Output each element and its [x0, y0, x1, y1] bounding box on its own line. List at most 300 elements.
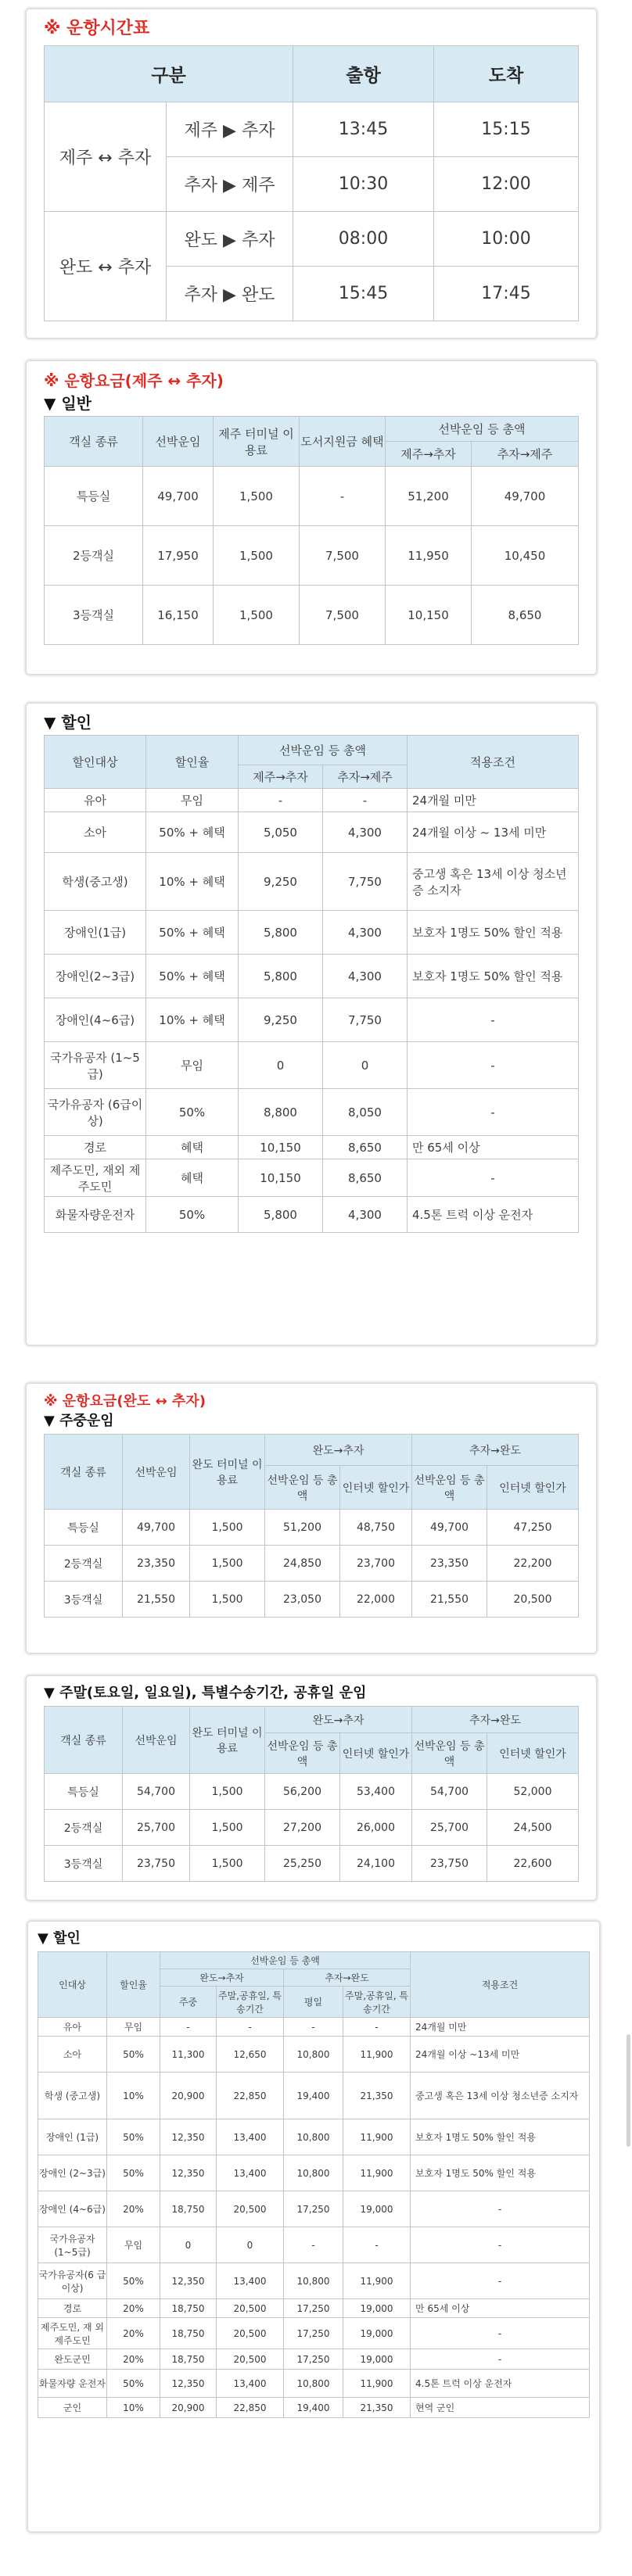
cell: 8,650 [323, 1136, 408, 1159]
header-from: 추자→제주 [472, 442, 579, 467]
header-condition: 적용조건 [408, 736, 579, 789]
wando-weekend-subtitle: ▼ 주말(토요일, 일요일), 특별수송기간, 공휴일 운임 [44, 1685, 367, 1701]
cell: 무임 [107, 2227, 160, 2263]
cell: 24개월 이상 ~13세 미만 [411, 2037, 590, 2073]
cell: 특등실 [45, 1510, 123, 1546]
cell: 7,500 [300, 526, 386, 586]
direction-label: 추자 ▶ 제주 [167, 157, 293, 212]
header-target: 할인대상 [45, 736, 146, 789]
cell: 2등객실 [45, 1546, 123, 1582]
cell: 0 [160, 2227, 217, 2263]
cell: 10% + 혜택 [146, 998, 239, 1042]
cell: 26,000 [340, 1810, 412, 1846]
header-internet: 인터넷 할인가 [340, 1733, 412, 1774]
cell: 경로 [38, 2299, 107, 2318]
cell: 23,750 [123, 1846, 190, 1882]
cell: 19,400 [284, 2398, 343, 2418]
cell: 10,800 [284, 2155, 343, 2191]
header-internet: 인터넷 할인가 [487, 1466, 579, 1510]
table-row [38, 2073, 590, 2119]
cell: 12,350 [160, 2155, 217, 2191]
header-condition: 적용조건 [411, 1952, 590, 2018]
cell: 완도군민 [38, 2349, 107, 2370]
jeju-general-subtitle: ▼ 일반 [44, 394, 92, 413]
cell: 제주도민, 재 외제주도민 [38, 2318, 107, 2349]
cell: 보호자 1명도 50% 할인 적용 [411, 2119, 590, 2155]
wando-discount-card [28, 1922, 599, 2531]
route-label: 완도 ↔ 추자 [45, 212, 167, 321]
cell: 24,100 [340, 1846, 412, 1882]
cell: 22,850 [217, 2398, 284, 2418]
cell: 21,350 [343, 2073, 411, 2119]
cell: 10,800 [284, 2263, 343, 2299]
cell: 50% + 혜택 [146, 911, 239, 955]
cell: 현역 군인 [411, 2398, 590, 2418]
table-row [38, 2227, 590, 2263]
cell: 만 65세 이상 [408, 1136, 579, 1159]
header-to: 제주→추자 [239, 765, 323, 789]
cell: 20% [107, 2299, 160, 2318]
cell: 49,700 [472, 467, 579, 526]
cell: 50% [107, 2037, 160, 2073]
header-terminal: 완도 터미널 이용료 [190, 1707, 265, 1774]
cell: 국가유공자(6 급이상) [38, 2263, 107, 2299]
cell: - [408, 1089, 579, 1136]
arrival-time: 12:00 [434, 157, 579, 212]
cell: 1,500 [214, 526, 300, 586]
cell: 10,800 [284, 2119, 343, 2155]
cell: 화물자량운전자 [45, 1197, 146, 1233]
cell: 20% [107, 2349, 160, 2370]
jeju-discount-card [27, 704, 596, 1345]
departure-time: 08:00 [293, 212, 434, 267]
cell: 5,800 [239, 911, 323, 955]
cell: 학생 (중고생) [38, 2073, 107, 2119]
cell: 25,250 [265, 1846, 340, 1882]
cell: 4,300 [323, 911, 408, 955]
cell: 51,200 [386, 467, 472, 526]
jeju-general-table [44, 416, 579, 645]
cell: - [411, 2191, 590, 2227]
cell: - [217, 2018, 284, 2037]
cell: 27,200 [265, 1810, 340, 1846]
cell: 19,400 [284, 2073, 343, 2119]
cell: 10% [107, 2398, 160, 2418]
schedule-table [44, 45, 579, 321]
table-row [45, 1510, 579, 1546]
table-row [45, 853, 579, 911]
cell: 혜택 [146, 1159, 239, 1197]
cell: 50% [146, 1089, 239, 1136]
cell: 11,300 [160, 2037, 217, 2073]
wando-discount-table [38, 1951, 590, 2418]
table-row [38, 2037, 590, 2073]
cell: - [284, 2227, 343, 2263]
cell: 군인 [38, 2398, 107, 2418]
cell: 49,700 [412, 1510, 487, 1546]
header-class: 객실 종류 [45, 417, 143, 467]
cell: 20,500 [487, 1582, 579, 1618]
cell: 20% [107, 2191, 160, 2227]
wando-weekday-table [44, 1434, 579, 1618]
cell: 19,000 [343, 2349, 411, 2370]
table-row [45, 1042, 579, 1089]
cell: 제주도민, 재외 제주도민 [45, 1159, 146, 1197]
cell: - [408, 1159, 579, 1197]
cell: 10% [107, 2073, 160, 2119]
cell: 17,250 [284, 2191, 343, 2227]
cell: 20% [107, 2318, 160, 2349]
cell: 중고생 혹은 13세 이상 청소년증 소지자 [411, 2073, 590, 2119]
arrival-time: 15:15 [434, 102, 579, 157]
cell: 10,800 [284, 2370, 343, 2398]
cell: 8,650 [323, 1159, 408, 1197]
cell: 12,350 [160, 2119, 217, 2155]
header-weekend: 주말,공휴일, 특송기간 [217, 1987, 284, 2018]
table-row [45, 955, 579, 998]
cell: 20,500 [217, 2191, 284, 2227]
header-total: 선박운임 등 총액 [160, 1952, 411, 1969]
cell: 10,150 [239, 1159, 323, 1197]
header-to: 완도→추자 [160, 1969, 284, 1987]
cell: 20,500 [217, 2349, 284, 2370]
wando-weekday-subtitle: ▼ 주중운임 [44, 1413, 114, 1429]
cell: 5,800 [239, 955, 323, 998]
cell: 유아 [38, 2018, 107, 2037]
cell: 50% [107, 2263, 160, 2299]
cell: 50% [107, 2119, 160, 2155]
cell: 21,550 [412, 1582, 487, 1618]
cell: 경로 [45, 1136, 146, 1159]
cell: 20,900 [160, 2073, 217, 2119]
cell: 49,700 [143, 467, 214, 526]
cell: 장애인 (4~6급) [38, 2191, 107, 2227]
cell: 8,050 [323, 1089, 408, 1136]
cell: 11,900 [343, 2155, 411, 2191]
schedule-card [27, 9, 596, 338]
cell: 24,500 [487, 1810, 579, 1846]
cell: 10,800 [284, 2037, 343, 2073]
cell: 중고생 혹은 13세 이상 청소년증 소지자 [408, 853, 579, 911]
cell: - [411, 2227, 590, 2263]
cell: 3등객실 [45, 586, 143, 645]
cell: 17,950 [143, 526, 214, 586]
cell: 13,400 [217, 2263, 284, 2299]
cell: 1,500 [190, 1810, 265, 1846]
direction-label: 완도 ▶ 추자 [167, 212, 293, 267]
table-row [45, 1546, 579, 1582]
header-total: 선박운임 등 총액 [265, 1466, 340, 1510]
cell: 19,000 [343, 2191, 411, 2227]
cell: 유아 [45, 789, 146, 812]
cell: 장애인(2~3급) [45, 955, 146, 998]
table-row [38, 2155, 590, 2191]
cell: - [284, 2018, 343, 2037]
cell: 50% [107, 2155, 160, 2191]
cell: 10,450 [472, 526, 579, 586]
table-row [38, 2191, 590, 2227]
cell: 23,350 [123, 1546, 190, 1582]
cell: 13,400 [217, 2155, 284, 2191]
cell: 12,650 [217, 2037, 284, 2073]
departure-time: 10:30 [293, 157, 434, 212]
header-terminal: 제주 터미널 이용료 [214, 417, 300, 467]
cell: 22,200 [487, 1546, 579, 1582]
cell: 8,650 [472, 586, 579, 645]
direction-label: 추자 ▶ 완도 [167, 267, 293, 321]
table-row [45, 526, 579, 586]
cell: 보호자 1명도 50% 할인 적용 [408, 955, 579, 998]
cell: 22,850 [217, 2073, 284, 2119]
cell: 54,700 [412, 1774, 487, 1810]
cell: 7,750 [323, 853, 408, 911]
scrollbar-thumb[interactable] [627, 2034, 630, 2147]
cell: - [411, 2349, 590, 2370]
cell: 23,700 [340, 1546, 412, 1582]
cell: 16,150 [143, 586, 214, 645]
cell: 13,400 [217, 2370, 284, 2398]
table-row [38, 2119, 590, 2155]
jeju-discount-table [44, 735, 579, 1233]
cell: 무임 [146, 1042, 239, 1089]
header-from: 추자→완도 [412, 1435, 579, 1466]
cell: 1,500 [190, 1774, 265, 1810]
cell: 12,350 [160, 2263, 217, 2299]
header-total: 선박운임 등 총액 [265, 1733, 340, 1774]
departure-time: 15:45 [293, 267, 434, 321]
cell: 24개월 미만 [408, 789, 579, 812]
table-row [38, 2018, 590, 2037]
cell: 5,050 [239, 812, 323, 853]
cell: 1,500 [190, 1510, 265, 1546]
cell: 19,000 [343, 2318, 411, 2349]
cell: 8,800 [239, 1089, 323, 1136]
header-island-support: 도서지원금 혜택 [300, 417, 386, 467]
schedule-title: ※ 운항시간표 [44, 19, 150, 38]
cell: 보호자 1명도 50% 할인 적용 [411, 2155, 590, 2191]
table-row [45, 1774, 579, 1810]
cell: 23,350 [412, 1546, 487, 1582]
cell: 18,750 [160, 2299, 217, 2318]
table-row [38, 2398, 590, 2418]
cell: 1,500 [214, 586, 300, 645]
cell: 25,700 [123, 1810, 190, 1846]
header-from: 추자→완도 [284, 1969, 411, 1987]
cell: 4,300 [323, 955, 408, 998]
cell: 3등객실 [45, 1846, 123, 1882]
cell: 0 [217, 2227, 284, 2263]
table-row [38, 2370, 590, 2398]
cell: 56,200 [265, 1774, 340, 1810]
schedule-header-departure: 출항 [293, 46, 434, 102]
table-row [38, 2263, 590, 2299]
header-rate: 할인율 [107, 1952, 160, 2018]
cell: 19,000 [343, 2299, 411, 2318]
cell: 17,250 [284, 2299, 343, 2318]
cell: 5,800 [239, 1197, 323, 1233]
cell: 21,550 [123, 1582, 190, 1618]
cell: 1,500 [214, 467, 300, 526]
header-weekday: 평일 [284, 1987, 343, 2018]
cell: 53,400 [340, 1774, 412, 1810]
header-internet: 인터넷 할인가 [487, 1733, 579, 1774]
arrival-time: 10:00 [434, 212, 579, 267]
direction-label: 제주 ▶ 추자 [167, 102, 293, 157]
cell: 24,850 [265, 1546, 340, 1582]
table-row [45, 102, 579, 157]
header-total: 선박운임 등 총액 [239, 736, 408, 765]
header-to: 완도→추자 [265, 1707, 412, 1733]
header-to: 완도→추자 [265, 1435, 412, 1466]
table-row [45, 911, 579, 955]
table-row [45, 998, 579, 1042]
wando-weekday-card [27, 1384, 596, 1653]
table-row [45, 467, 579, 526]
cell: 10,150 [386, 586, 472, 645]
cell: 1,500 [190, 1846, 265, 1882]
cell: 특등실 [45, 467, 143, 526]
jeju-discount-subtitle: ▼ 할인 [44, 713, 92, 732]
table-row [45, 812, 579, 853]
table-row [45, 1197, 579, 1233]
cell: 24개월 이상 ~ 13세 미만 [408, 812, 579, 853]
cell: - [408, 998, 579, 1042]
cell: 소아 [38, 2037, 107, 2073]
table-row [45, 1159, 579, 1197]
cell: 0 [323, 1042, 408, 1089]
cell: 47,250 [487, 1510, 579, 1546]
cell: - [239, 789, 323, 812]
cell: - [160, 2018, 217, 2037]
header-class: 객실 종류 [45, 1435, 123, 1510]
cell: 11,900 [343, 2037, 411, 2073]
table-row [45, 1089, 579, 1136]
cell: 54,700 [123, 1774, 190, 1810]
cell: 1,500 [190, 1546, 265, 1582]
jeju-fare-title: ※ 운항요금(제주 ↔ 추자) [44, 371, 224, 390]
cell: 4,300 [323, 1197, 408, 1233]
cell: 학생(중고생) [45, 853, 146, 911]
header-to: 제주→추자 [386, 442, 472, 467]
cell: 50% [107, 2370, 160, 2398]
cell: 23,750 [412, 1846, 487, 1882]
departure-time: 13:45 [293, 102, 434, 157]
header-fare: 선박운임 [123, 1707, 190, 1774]
header-from: 추자→완도 [412, 1707, 579, 1733]
cell: - [343, 2227, 411, 2263]
cell: 국가유공자 (1~5급) [38, 2227, 107, 2263]
cell: 18,750 [160, 2318, 217, 2349]
header-rate: 할인율 [146, 736, 239, 789]
cell: 만 65세 이상 [411, 2299, 590, 2318]
cell: 소아 [45, 812, 146, 853]
cell: 무임 [107, 2018, 160, 2037]
cell: 9,250 [239, 853, 323, 911]
wando-weekend-card [27, 1676, 596, 1900]
cell: 7,750 [323, 998, 408, 1042]
table-row [45, 212, 579, 267]
table-row [38, 2299, 590, 2318]
cell: 10,150 [239, 1136, 323, 1159]
cell: - [300, 467, 386, 526]
jeju-general-card [27, 361, 596, 674]
cell: 장애인 (1급) [38, 2119, 107, 2155]
cell: 4.5톤 트럭 이상 운전자 [408, 1197, 579, 1233]
cell: - [411, 2318, 590, 2349]
cell: 20,900 [160, 2398, 217, 2418]
cell: 51,200 [265, 1510, 340, 1546]
cell: 50% + 혜택 [146, 812, 239, 853]
table-row [45, 586, 579, 645]
cell: 20,500 [217, 2299, 284, 2318]
header-total: 선박운임 등 총액 [412, 1733, 487, 1774]
cell: 23,050 [265, 1582, 340, 1618]
cell: 장애인(4~6급) [45, 998, 146, 1042]
header-weekday: 주중 [160, 1987, 217, 2018]
header-fare: 선박운임 [123, 1435, 190, 1510]
cell: 4,300 [323, 812, 408, 853]
wando-discount-subtitle: ▼ 할인 [38, 1930, 81, 1947]
cell: 18,750 [160, 2191, 217, 2227]
cell: 1,500 [190, 1582, 265, 1618]
cell: - [343, 2018, 411, 2037]
cell: 3등객실 [45, 1582, 123, 1618]
cell: 7,500 [300, 586, 386, 645]
cell: 2등객실 [45, 526, 143, 586]
cell: 보호자 1명도 50% 할인 적용 [408, 911, 579, 955]
header-internet: 인터넷 할인가 [340, 1466, 412, 1510]
header-from: 추자→제주 [323, 765, 408, 789]
cell: 무임 [146, 789, 239, 812]
cell: 2등객실 [45, 1810, 123, 1846]
route-label: 제주 ↔ 추자 [45, 102, 167, 212]
header-class: 객실 종류 [45, 1707, 123, 1774]
cell: 0 [239, 1042, 323, 1089]
header-terminal: 완도 터미널 이용료 [190, 1435, 265, 1510]
header-target: 인대상 [38, 1952, 107, 2018]
header-total: 선박운임 등 총액 [386, 417, 579, 442]
header-fare: 선박운임 [143, 417, 214, 467]
cell: 국가유공자 (1~5급) [45, 1042, 146, 1089]
table-row [45, 1846, 579, 1882]
cell: 11,900 [343, 2119, 411, 2155]
cell: 50% + 혜택 [146, 955, 239, 998]
cell: 22,600 [487, 1846, 579, 1882]
cell: 17,250 [284, 2349, 343, 2370]
cell: 21,350 [343, 2398, 411, 2418]
wando-fare-title: ※ 운항요금(완도 ↔ 추자) [44, 1393, 206, 1410]
cell: - [408, 1042, 579, 1089]
cell: 17,250 [284, 2318, 343, 2349]
cell: 혜택 [146, 1136, 239, 1159]
table-row [38, 2318, 590, 2349]
cell: 12,350 [160, 2370, 217, 2398]
cell: 9,250 [239, 998, 323, 1042]
cell: 48,750 [340, 1510, 412, 1546]
cell: 국가유공자 (6급이상) [45, 1089, 146, 1136]
cell: 특등실 [45, 1774, 123, 1810]
table-row [45, 789, 579, 812]
schedule-header-arrival: 도착 [434, 46, 579, 102]
table-row [45, 1582, 579, 1618]
cell: 장애인(1급) [45, 911, 146, 955]
cell: 52,000 [487, 1774, 579, 1810]
cell: 11,950 [386, 526, 472, 586]
cell: 20,500 [217, 2318, 284, 2349]
cell: 50% [146, 1197, 239, 1233]
cell: 4.5톤 트럭 이상 운전자 [411, 2370, 590, 2398]
cell: 49,700 [123, 1510, 190, 1546]
